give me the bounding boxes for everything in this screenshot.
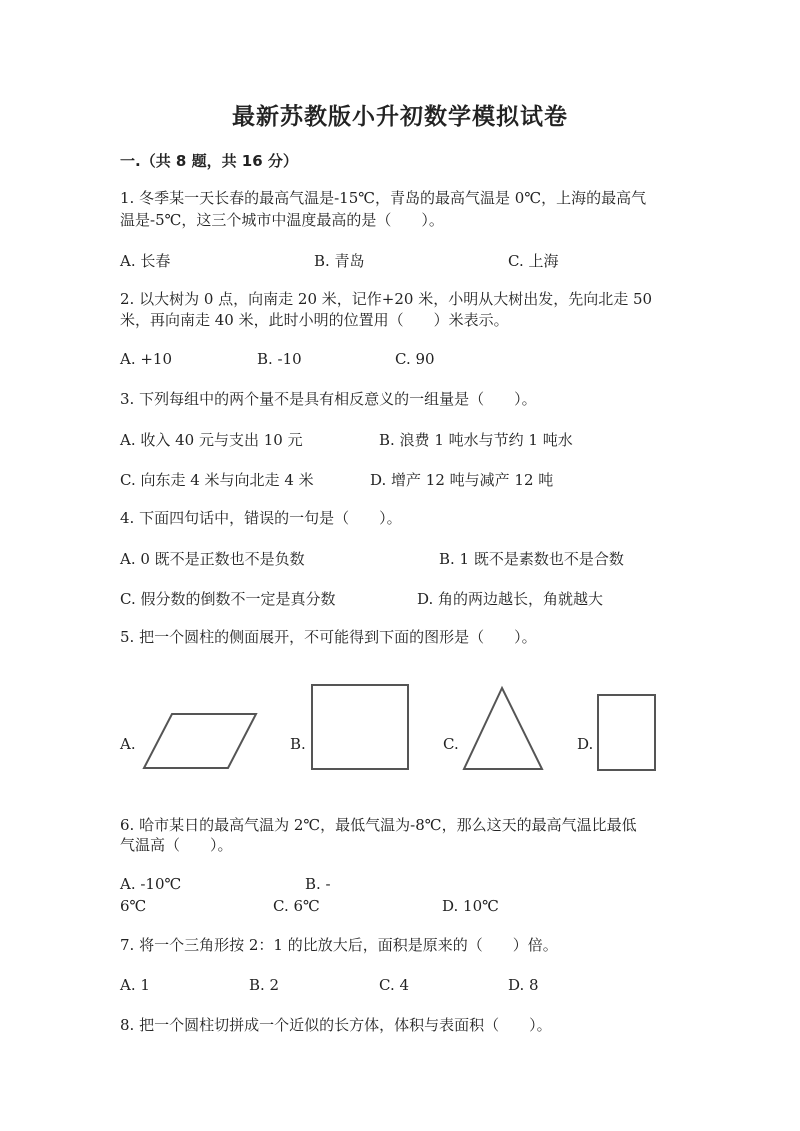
triangle-figure — [460, 684, 546, 774]
question-5-label-a: A. — [120, 735, 136, 753]
question-6-option-c: C. 6℃ — [273, 897, 320, 915]
question-7-option-a: A. 1 — [120, 976, 150, 994]
question-3-option-d: D. 增产 12 吨与减产 12 吨 — [370, 471, 554, 489]
question-6-text-line-2: 气温高（ ）。 — [120, 836, 233, 854]
question-3-option-a: A. 收入 40 元与支出 10 元 — [120, 431, 303, 449]
question-6-option-b-line-1: B. - — [305, 875, 331, 893]
question-2-text-line-2: 米，再向南走 40 米，此时小明的位置用（ ）米表示。 — [120, 311, 509, 329]
question-5-label-c: C. — [443, 735, 459, 753]
question-2-option-c: C. 90 — [395, 350, 435, 368]
question-5-label-b: B. — [290, 735, 306, 753]
question-5-text: 5. 把一个圆柱的侧面展开，不可能得到下面的图形是（ ）。 — [120, 628, 537, 646]
rectangle-figure — [596, 693, 658, 773]
question-4-option-b: B. 1 既不是素数也不是合数 — [439, 550, 624, 568]
question-1-option-b: B. 青岛 — [314, 252, 365, 270]
question-2-text-line-1: 2. 以大树为 0 点，向南走 20 米，记作+20 米，小明从大树出发，先向北走 50 — [120, 290, 653, 308]
question-4-option-c: C. 假分数的倒数不一定是真分数 — [120, 590, 336, 608]
question-6-option-d: D. 10℃ — [442, 897, 499, 915]
question-6-text-line-1: 6. 哈市某日的最高气温为 2℃，最低气温为-8℃，那么这天的最高气温比最低 — [120, 816, 637, 834]
question-4-option-d: D. 角的两边越长，角就越大 — [417, 590, 604, 608]
question-1-text-line-2: 温是-5℃，这三个城市中温度最高的是（ ）。 — [120, 211, 444, 229]
question-7-text: 7. 将一个三角形按 2：1 的比放大后，面积是原来的（ ）倍。 — [120, 936, 558, 954]
question-3-option-c: C. 向东走 4 米与向北走 4 米 — [120, 471, 314, 489]
parallelogram-figure — [140, 710, 260, 772]
question-7-option-b: B. 2 — [249, 976, 280, 994]
question-1-option-c: C. 上海 — [508, 252, 559, 270]
question-6-option-b-line-2: 6℃ — [120, 897, 147, 915]
question-1-text-line-1: 1. 冬季某一天长春的最高气温是-15℃，青岛的最高气温是 0℃，上海的最高气 — [120, 189, 647, 207]
question-4-text: 4. 下面四句话中，错误的一句是（ ）。 — [120, 509, 402, 527]
question-1-option-a: A. 长春 — [120, 252, 171, 270]
section-heading: 一.（共 8 题，共 16 分） — [120, 152, 298, 170]
question-3-option-b: B. 浪费 1 吨水与节约 1 吨水 — [379, 431, 573, 449]
question-2-option-b: B. -10 — [257, 350, 302, 368]
question-2-option-a: A. +10 — [120, 350, 173, 368]
question-3-text: 3. 下列每组中的两个量不是具有相反意义的一组量是（ ）。 — [120, 390, 537, 408]
question-6-option-a: A. -10℃ — [120, 875, 182, 893]
question-7-option-c: C. 4 — [379, 976, 410, 994]
question-8-text: 8. 把一个圆柱切拼成一个近似的长方体，体积与表面积（ ）。 — [120, 1016, 552, 1034]
question-5-label-d: D. — [577, 735, 594, 753]
square-figure — [310, 683, 412, 773]
question-7-option-d: D. 8 — [508, 976, 539, 994]
page-title: 最新苏教版小升初数学模拟试卷 — [232, 104, 568, 130]
question-4-option-a: A. 0 既不是正数也不是负数 — [120, 550, 305, 568]
